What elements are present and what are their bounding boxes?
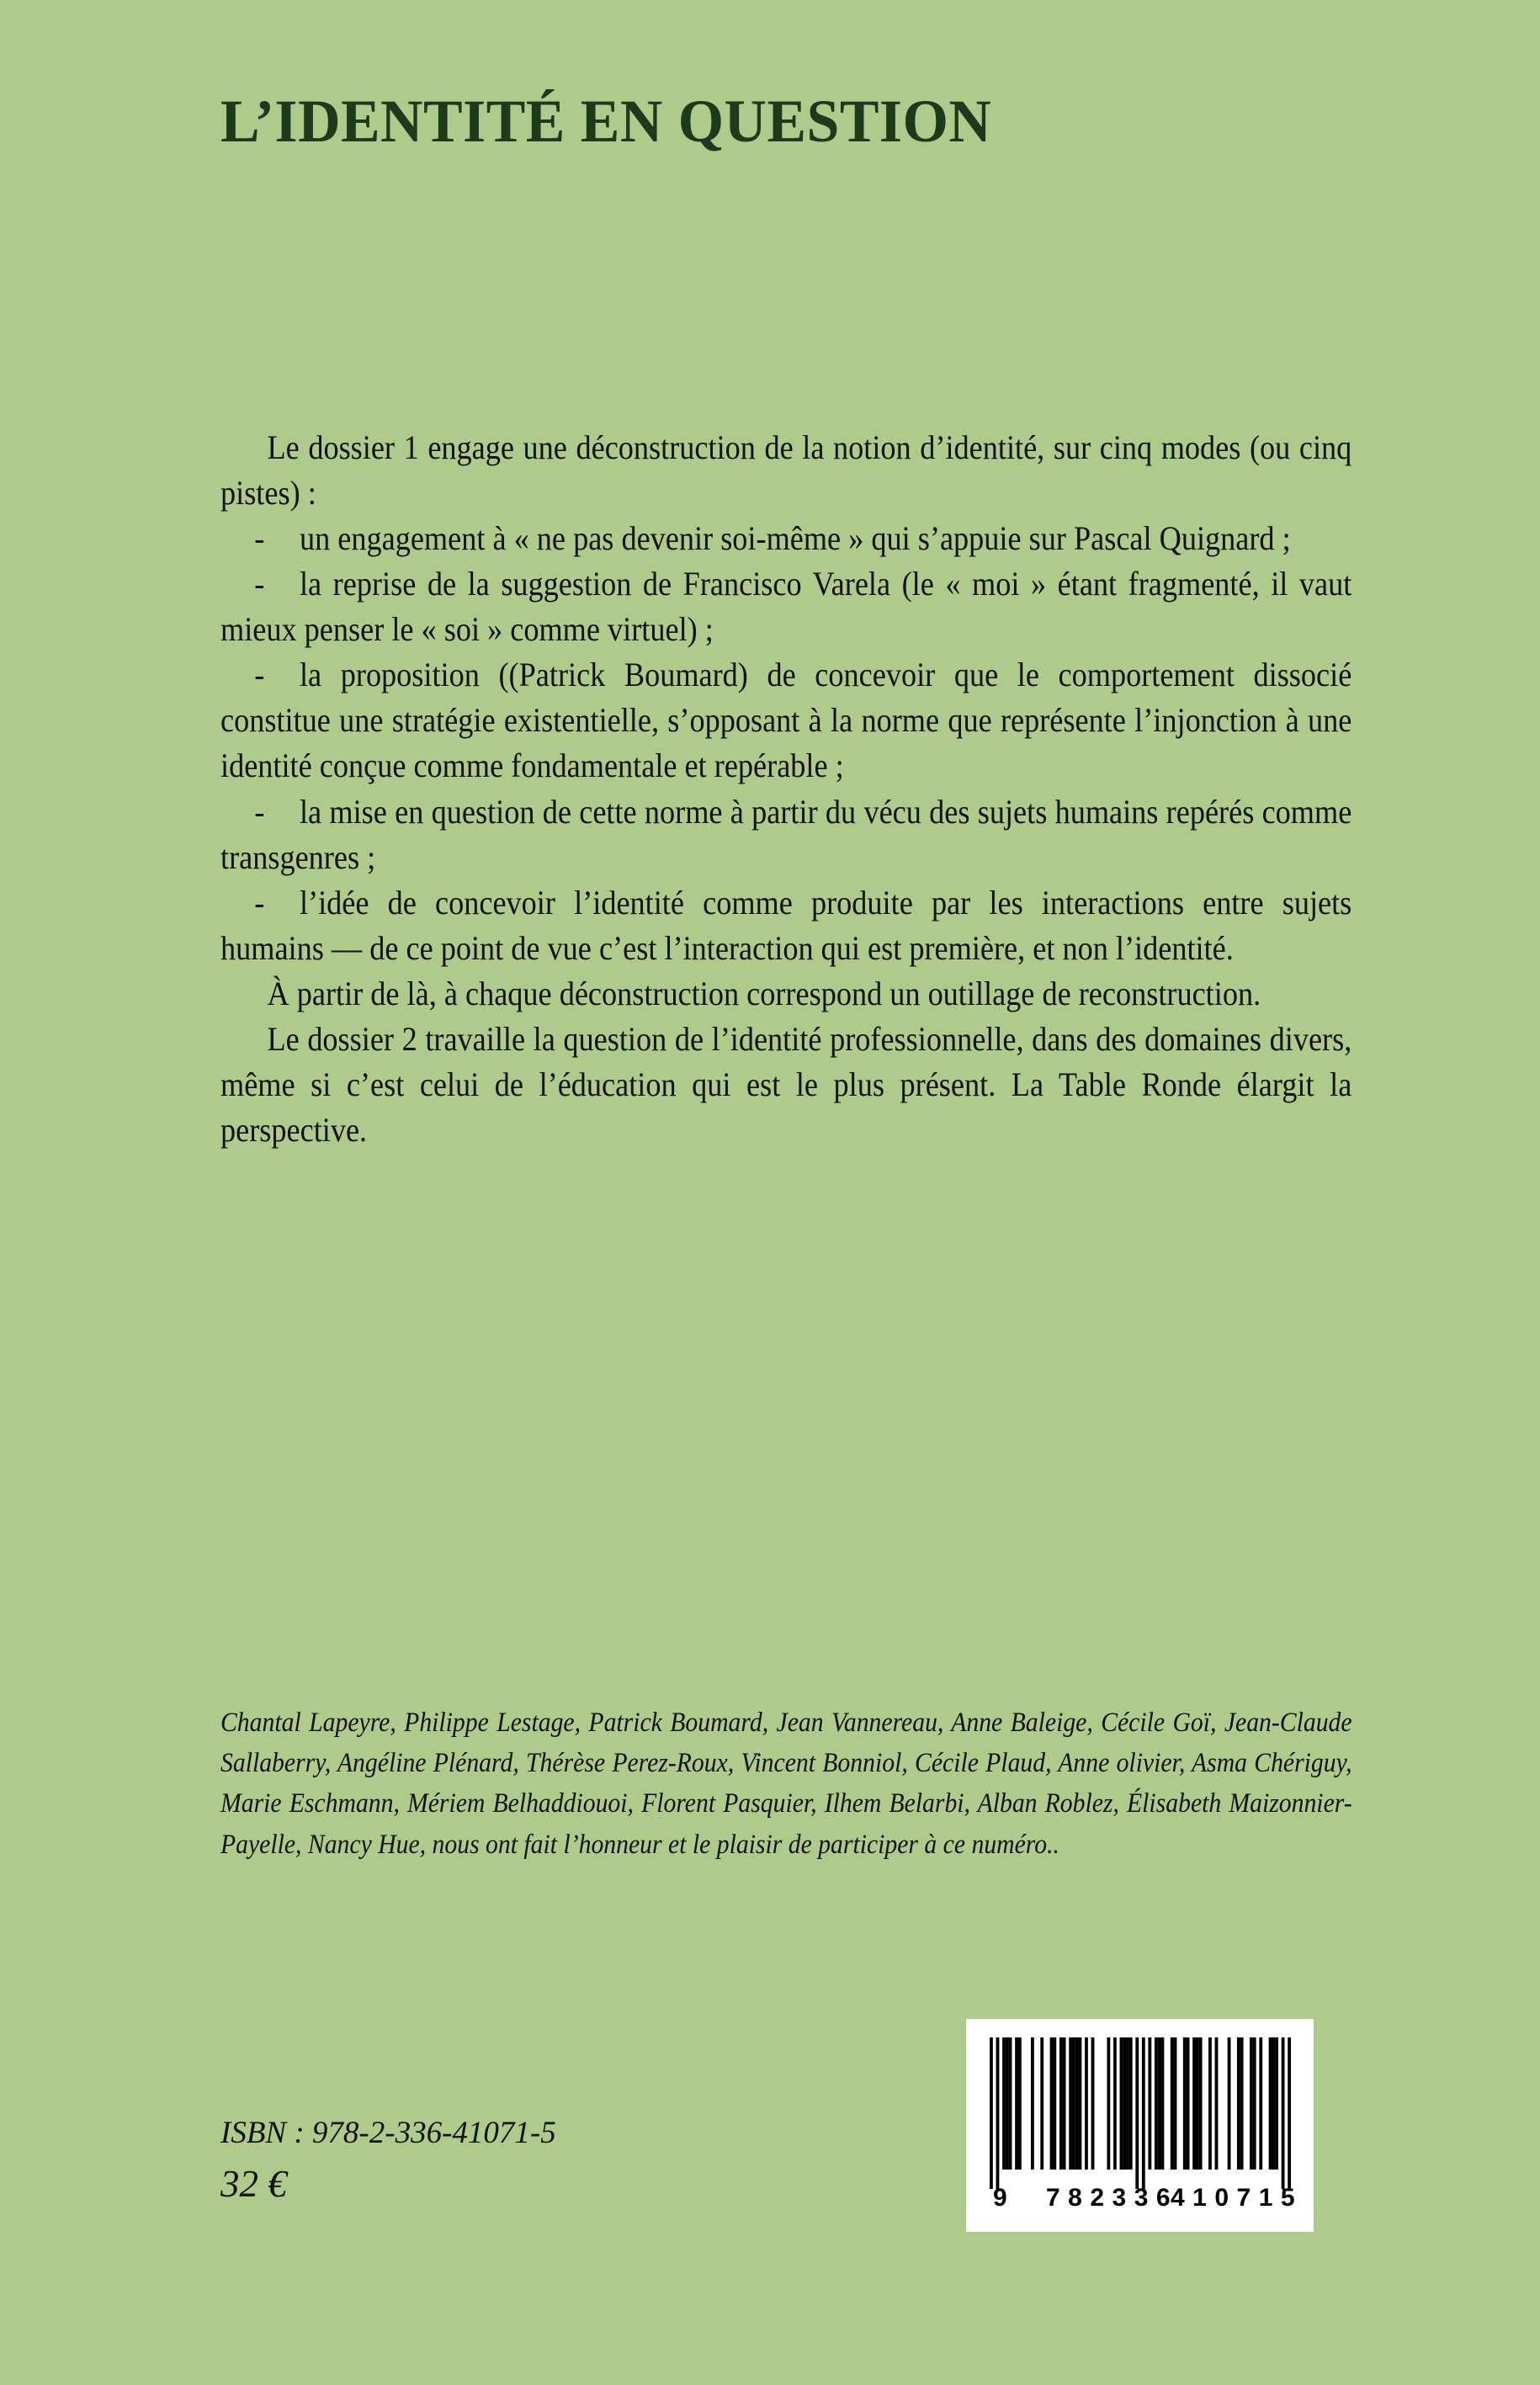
blurb-bullet-text: la mise en question de cette norme à partir du vécu des sujets humains repérés comme transgenres ; xyxy=(220,792,1352,876)
bullet-marker: - xyxy=(254,656,265,694)
barcode-digits xyxy=(966,2184,1314,2218)
title-block xyxy=(220,88,1340,155)
price-text: 32 € xyxy=(220,2162,287,2205)
contributors-block xyxy=(220,1702,1352,1865)
blurb-bullet-text: la reprise de la suggestion de Francisco Varela (le « moi » étant fragmenté, il vaut mieux penser le « soi » comme virtuel) ; xyxy=(220,565,1352,649)
blurb-bullet xyxy=(220,516,1351,561)
isbn-text: ISBN : 978-2-336-41071-5 xyxy=(220,2116,556,2150)
barcode-bars-icon xyxy=(990,2037,1291,2189)
contributors-list: Chantal Lapeyre, Philippe Lestage, Patrick Boumard, Jean Vannereau, Anne Baleige, Cécile Goï, Jean-Claude Sallaberry, Angéline Plénard, Thérèse Perez-Roux, Vincent Bonniol, Cécile Plaud, Anne olivier, Asma Chériguy, Marie Eschmann, Mériem Belhaddiouoi, Florent Pasquier, Ilhem Belarbi, Alban Roblez, Élisabeth Maizonnier-Payelle, Nancy Hue, nous ont fait l’honneur et le plaisir de participer à ce numéro.. xyxy=(220,1708,1352,1860)
blurb-bullet-text: un engagement à « ne pas devenir soi-même » qui s’appuie sur Pascal Quignard ; xyxy=(299,519,1291,558)
barcode-lead-digit: 9 xyxy=(993,2184,1007,2212)
barcode-right-group: 410715 xyxy=(1171,2184,1304,2212)
isbn-price-block xyxy=(220,2115,556,2207)
blurb-bullet-text: l’idée de concevoir l’identité comme produite par les interactions entre sujets humains — de ce point de vue c’est l’interaction qui est première, et non l’identité. xyxy=(220,883,1352,967)
blurb-paragraph: À partir de là, à chaque déconstruction correspond un outillage de reconstruction. xyxy=(267,974,1261,1012)
bullet-marker: - xyxy=(254,883,265,922)
blurb-bullet-text: la proposition ((Patrick Boumard) de concevoir que le comportement dissocié constitue une stratégie existentielle, s’opposant à la norme que représente l’injonction à une identité conçue comme fondamentale et repérable ; xyxy=(220,656,1352,785)
blurb-paragraph: Le dossier 2 travaille la question de l’identité professionnelle, dans des domaines divers, même si c’est celui de l’éducation qui est le plus présent. La Table Ronde élargit la perspective. xyxy=(220,1019,1352,1149)
barcode-box xyxy=(966,2019,1314,2232)
page-title: L’IDENTITÉ EN QUESTION xyxy=(220,88,992,155)
blurb-bullet xyxy=(220,880,1351,971)
bullet-marker: - xyxy=(254,519,265,558)
blurb-bullet xyxy=(220,789,1351,880)
bullet-marker: - xyxy=(254,792,265,831)
barcode-inner xyxy=(966,2019,1314,2232)
barcode-left-group: 782336 xyxy=(1046,2184,1179,2212)
bullet-marker: - xyxy=(254,565,265,603)
blurb-bullet xyxy=(220,561,1351,652)
blurb-block xyxy=(220,425,1352,1153)
blurb-paragraph: Le dossier 1 engage une déconstruction de la notion d’identité, sur cinq modes (ou cinq pistes) : xyxy=(220,428,1352,513)
blurb-bullet xyxy=(220,652,1351,789)
